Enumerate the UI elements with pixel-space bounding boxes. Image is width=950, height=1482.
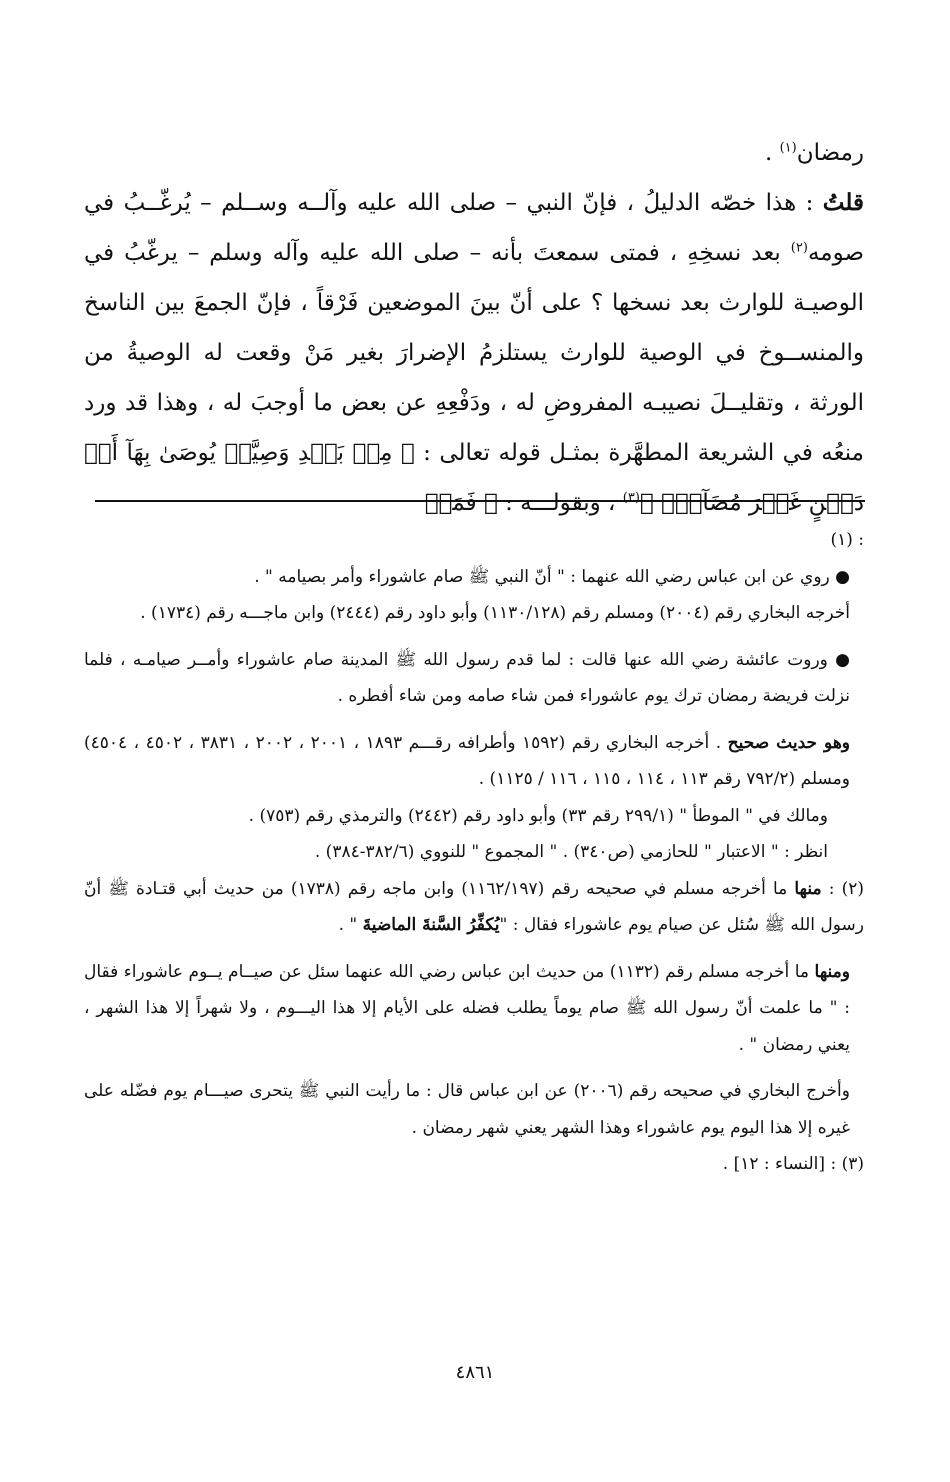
footnote-1-malik: ومالك في " الموطأ " (٢٩٩/١ رقم ٣٣) وأبو داود رقم (٢٤٤٢) والترمذي رقم (٧٥٣) . [248,805,828,826]
footnote-2-text-1-end: " . [338,915,363,935]
footnote-ref-2: (٢) [790,240,808,256]
main-text [84,128,864,528]
footnote-3 [84,1146,864,1183]
footnote-divider [95,500,865,502]
footnote-2-text-2: ما أخرجه مسلم رقم (١١٣٢) من حديث ابن عباس رضي الله عنهما سئل عن صيــام يــوم عاشوراء فقال : " ما علمت أنّ رسول الله ﷺ صام يوماً يطلب فضله على الأيام إلا هذا اليـــوم ، ولا شهراً إلا هذا الشهر ، يعني رمضان " . [84,961,850,1055]
hadith-quote: يُكفِّرُ السَّنةَ الماضيةَ [362,915,500,935]
paragraph-text-c: ، وبقولـــه : ﴿ فَمَنۡ [424,490,623,516]
footnotes [84,522,864,1183]
footnote-2-second [84,954,864,1064]
footnote-1-bullet-1-source: أخرجه البخاري رقم (٢٠٠٤) ومسلم رقم (١١٣٠/١٢٨) وأبو داود رقم (٢٤٤٤) وابن ماجـــه رقم (١٧٣٤) . [140,603,850,623]
footnote-1-verdict [84,725,864,798]
text-ramadan: رمضان [796,140,864,166]
footnote-1-bullet-1: ● روي عن ابن عباس رضي الله عنهما : " أنّ النبي ﷺ صام عاشوراء وأمر بصيامه " . [254,566,850,587]
footnote-ref-3: (٣) [622,490,640,506]
page-number: ٤٨٦١ [455,1362,495,1383]
line-ramadan [84,128,864,178]
keyword-waminha: ومنها [814,961,850,982]
footnote-1-bullet-2: ● وروت عائشة رضي الله عنها قالت : لما قدم رسول الله ﷺ المدينة صام عاشوراء وأمــر صيامـه ، فلما نزلت فريضة رمضان ترك يوم عاشوراء فمن شاء صامه ومن شاء أفطره . [84,649,850,706]
footnote-1-label: : (١) [830,530,864,550]
footnote-1-see-also: انظر : " الاعتبار " للحازمي (ص٣٤٠) . " المجموع " للنووي (٣٨٢/٦-٣٨٤) . [314,842,828,862]
text-period: . [764,140,780,166]
footnote-3-label: (٣) : [825,1154,864,1174]
paragraph-qultu [84,178,864,528]
footnote-2-first [84,871,864,944]
footnote-2-label: (٢) : [821,878,864,899]
footnote-2-text-1: ما أخرجه مسلم في صحيحه رقم (١١٦٢/١٩٧) وابن ماجه رقم (١٧٣٨) من حديث أبي قتـادة ﷺ أنّ رسول الله ﷺ سُئل عن صيام يوم عاشوراء فقال : " [84,878,864,935]
footnote-2-third: وأخرج البخاري في صحيحه رقم (٢٠٠٦) عن ابن عباس قال : ما رأيت النبي ﷺ يتحرى صيـــام يوم فضّله على غيره إلا هذا اليوم يوم عاشوراء وهذا الشهر يعني شهر رمضان . [84,1081,850,1138]
paragraph-text-b: بعد نسخِهِ ، فمتى سمعتَ بأنه – صلى الله عليه وآله وسلم – يرغّبُ في الوصيـة للوارث بعد نسخها ؟ على أنّ بينَ الموضعين فَرْقاً ، فإنّ الجمعَ بين الناسخ والمنســوخ في الوصية للوارث يستلزمُ الإضرارَ بغير مَنْ وقعت له الوصيةُ من الورثة ، وتقليــلَ نصيبـه المفروضِ له ، ودَفْعِهِ عن بعض ما أوجبَ له ، وهذا قد ورد منعُه في الشريعة المطهَّرة بمثـل قوله تعالى : ﴿ مِنۢ بَعۡدِ وَصِيَّةٖ يُوصَىٰ بِهَآ أَوۡ دَيۡنٍ غَيۡرَ مُضَآرّٖ ﴾ [84,240,864,516]
verdict-label: وهو حديث صحيح [727,732,850,753]
keyword-minha: منها [794,878,822,899]
verdict-text: . أخرجه البخاري رقم (١٥٩٢ وأطرافه رقـــم ١٨٩٣ ، ٢٠٠١ ، ٢٠٠٢ ، ٣٨٣١ ، ٤٥٠٢ ، ٤٥٠٤) ومسلم (٧٩٢/٢ رقم ١١٣ ، ١١٤ ، ١١٥ ، ١١٦ / ١١٢٥) . [84,732,850,789]
footnote-ref-1: (١) [779,140,797,156]
lead-word: قلتُ [822,189,864,216]
paragraph-text-a: : هذا خصّه الدليلُ ، فإنّ النبي – صلى الله عليه وآلــه وســلم – يُرغّــبُ في صومه [84,190,864,266]
footnote-3-text: [النساء : ١٢] . [722,1154,826,1174]
